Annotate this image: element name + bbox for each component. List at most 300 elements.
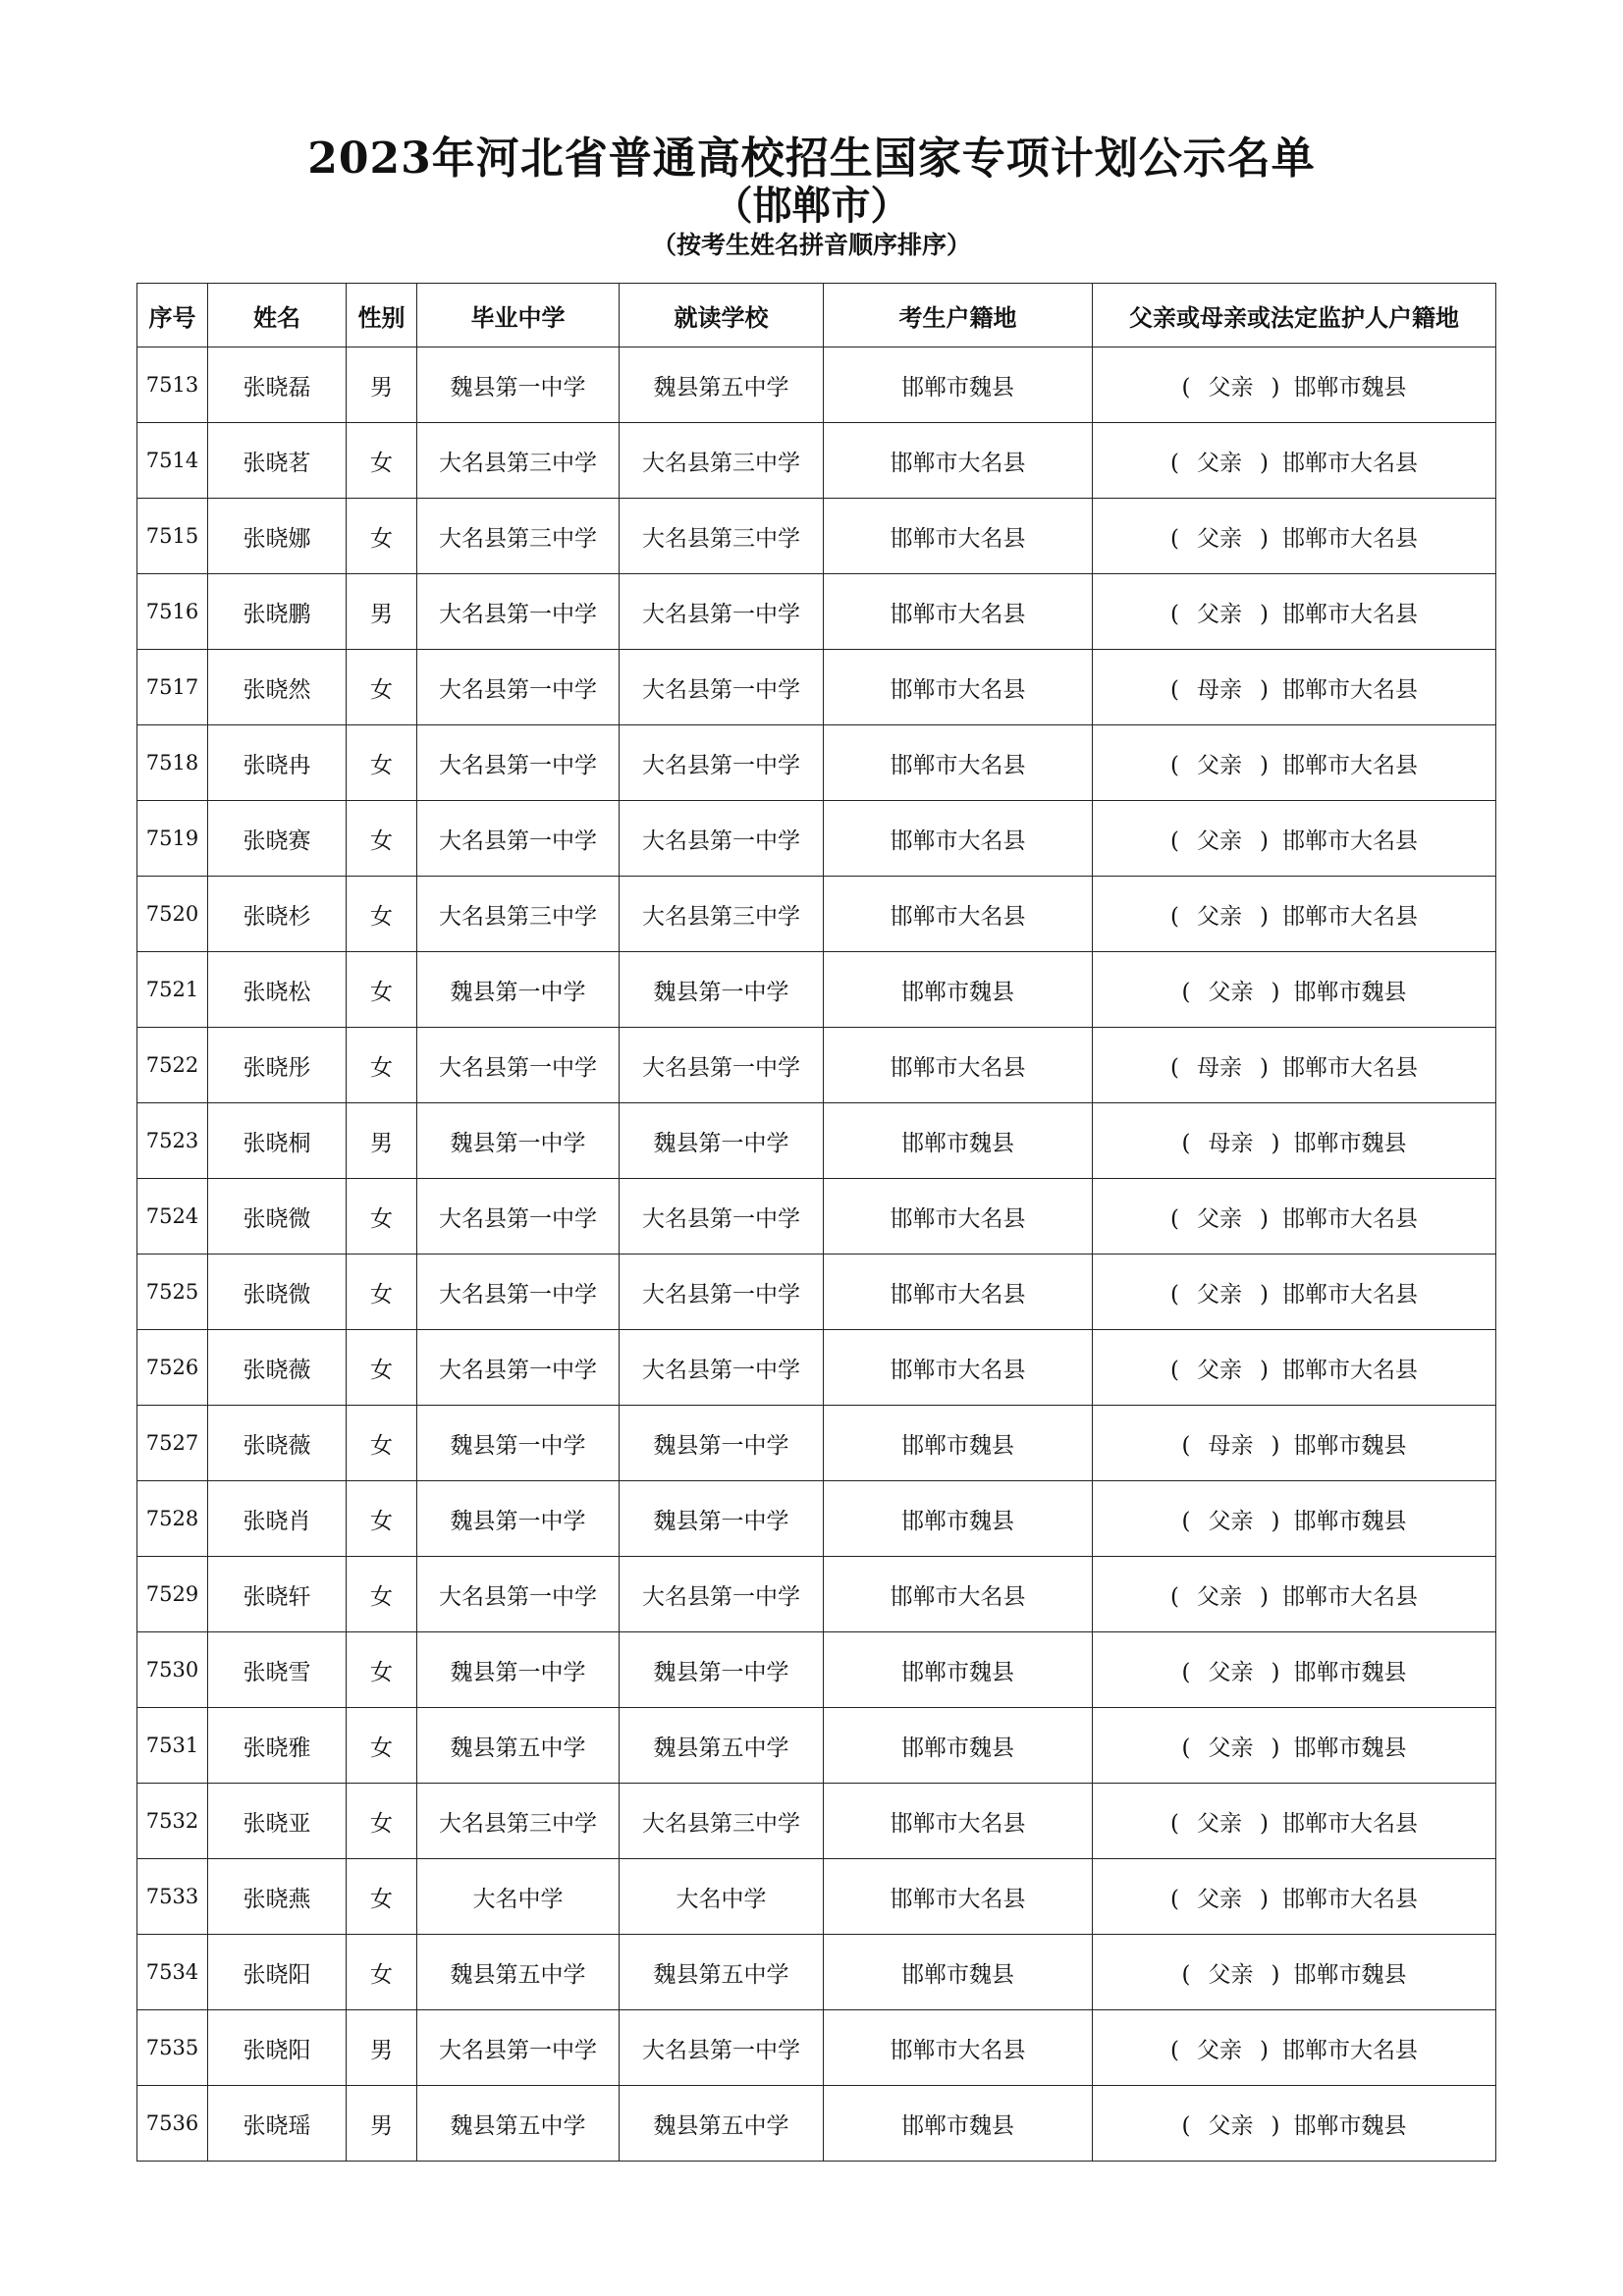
guardian-paren-open: ( (1170, 1886, 1179, 1912)
cell-graduation-school: 魏县第一中学 (417, 347, 620, 423)
cell-graduation-school: 大名县第一中学 (417, 1557, 620, 1632)
cell-gender: 女 (347, 801, 417, 877)
guardian-paren-close: ) (1260, 1281, 1269, 1308)
cell-guardian-residence (1093, 1632, 1496, 1708)
guardian-residence: 邯郸市大名县 (1281, 1583, 1418, 1610)
table-row (137, 1557, 1496, 1632)
cell-current-school: 魏县第五中学 (620, 1708, 824, 1784)
guardian-paren-close: ) (1271, 374, 1280, 400)
guardian-paren-open: ( (1170, 676, 1179, 703)
cell-guardian-residence (1093, 1330, 1496, 1406)
cell-guardian-residence (1093, 347, 1496, 423)
guardian-residence: 邯郸市大名县 (1281, 601, 1418, 627)
guardian-residence: 邯郸市大名县 (1281, 525, 1418, 552)
cell-gender: 女 (347, 1481, 417, 1557)
table-header-row (137, 284, 1496, 347)
cell-guardian-residence (1093, 1557, 1496, 1632)
header-serial-no: 序号 (137, 284, 208, 347)
guardian-paren-open: ( (1181, 1130, 1191, 1156)
cell-serial-no: 7521 (137, 952, 208, 1028)
cell-serial-no: 7518 (137, 725, 208, 801)
guardian-relation: 母亲 (1208, 1432, 1254, 1459)
table-row (137, 1330, 1496, 1406)
cell-guardian-residence (1093, 2010, 1496, 2086)
guardian-relation: 母亲 (1197, 676, 1242, 703)
cell-student-residence: 邯郸市大名县 (824, 801, 1093, 877)
page-title: 2023年河北省普通高校招生国家专项计划公示名单 (307, 133, 1316, 184)
cell-current-school: 大名县第三中学 (620, 423, 824, 499)
cell-guardian-residence (1093, 1935, 1496, 2010)
cell-current-school: 大名中学 (620, 1859, 824, 1935)
cell-serial-no: 7536 (137, 2086, 208, 2162)
cell-name: 张晓然 (208, 650, 347, 725)
table-row (137, 1255, 1496, 1330)
cell-student-residence: 邯郸市大名县 (824, 574, 1093, 650)
guardian-paren-close: ) (1271, 1961, 1280, 1988)
roster-table (136, 283, 1496, 2162)
cell-serial-no: 7532 (137, 1784, 208, 1859)
guardian-paren-close: ) (1260, 828, 1269, 854)
cell-guardian-residence (1093, 650, 1496, 725)
guardian-residence: 邯郸市大名县 (1281, 676, 1418, 703)
guardian-relation: 父亲 (1208, 1961, 1254, 1988)
guardian-paren-open: ( (1170, 1583, 1179, 1610)
cell-graduation-school: 大名县第三中学 (417, 423, 620, 499)
cell-name: 张晓燕 (208, 1859, 347, 1935)
cell-serial-no: 7531 (137, 1708, 208, 1784)
cell-current-school: 大名县第一中学 (620, 574, 824, 650)
cell-graduation-school: 大名县第一中学 (417, 1255, 620, 1330)
sort-note: （按考生姓名拼音顺序排序） (651, 231, 971, 259)
guardian-paren-close: ) (1260, 2037, 1269, 2063)
cell-name: 张晓亚 (208, 1784, 347, 1859)
cell-student-residence: 邯郸市大名县 (824, 1557, 1093, 1632)
table-row (137, 1935, 1496, 2010)
cell-serial-no: 7527 (137, 1406, 208, 1481)
cell-student-residence: 邯郸市魏县 (824, 347, 1093, 423)
guardian-paren-open: ( (1170, 828, 1179, 854)
guardian-paren-open: ( (1170, 1205, 1179, 1232)
guardian-paren-open: ( (1170, 1357, 1179, 1383)
guardian-relation: 父亲 (1208, 1659, 1254, 1685)
guardian-paren-open: ( (1181, 1432, 1191, 1459)
cell-graduation-school: 魏县第一中学 (417, 1632, 620, 1708)
cell-guardian-residence (1093, 1406, 1496, 1481)
cell-gender: 女 (347, 1179, 417, 1255)
cell-name: 张晓肖 (208, 1481, 347, 1557)
cell-current-school: 大名县第一中学 (620, 801, 824, 877)
cell-name: 张晓磊 (208, 347, 347, 423)
guardian-residence: 邯郸市魏县 (1293, 374, 1407, 400)
guardian-relation: 父亲 (1197, 525, 1242, 552)
guardian-residence: 邯郸市大名县 (1281, 1205, 1418, 1232)
guardian-paren-close: ) (1260, 1205, 1269, 1232)
cell-guardian-residence (1093, 1103, 1496, 1179)
header-name: 姓名 (208, 284, 347, 347)
cell-name: 张晓微 (208, 1179, 347, 1255)
cell-current-school: 魏县第五中学 (620, 347, 824, 423)
guardian-paren-close: ) (1260, 1583, 1269, 1610)
cell-gender: 女 (347, 725, 417, 801)
cell-guardian-residence (1093, 952, 1496, 1028)
cell-student-residence: 邯郸市魏县 (824, 1632, 1093, 1708)
cell-current-school: 大名县第一中学 (620, 1330, 824, 1406)
cell-guardian-residence (1093, 1255, 1496, 1330)
cell-name: 张晓桐 (208, 1103, 347, 1179)
table-row (137, 1406, 1496, 1481)
table-row (137, 1028, 1496, 1103)
guardian-paren-open: ( (1181, 1961, 1191, 1988)
cell-name: 张晓阳 (208, 1935, 347, 2010)
guardian-paren-open: ( (1170, 450, 1179, 476)
cell-student-residence: 邯郸市大名县 (824, 725, 1093, 801)
cell-current-school: 大名县第一中学 (620, 1255, 824, 1330)
cell-graduation-school: 魏县第一中学 (417, 1103, 620, 1179)
page-subtitle: （邯郸市） (713, 183, 910, 229)
cell-graduation-school: 魏县第五中学 (417, 1708, 620, 1784)
table-row (137, 650, 1496, 725)
cell-current-school: 大名县第一中学 (620, 650, 824, 725)
guardian-paren-open: ( (1181, 1508, 1191, 1534)
guardian-residence: 邯郸市大名县 (1281, 2037, 1418, 2063)
cell-student-residence: 邯郸市大名县 (824, 1330, 1093, 1406)
header-student-residence: 考生户籍地 (824, 284, 1093, 347)
cell-graduation-school: 大名县第三中学 (417, 1784, 620, 1859)
cell-current-school: 魏县第一中学 (620, 1632, 824, 1708)
guardian-residence: 邯郸市大名县 (1281, 903, 1418, 930)
cell-name: 张晓瑶 (208, 2086, 347, 2162)
cell-graduation-school: 大名县第一中学 (417, 1330, 620, 1406)
guardian-paren-open: ( (1170, 2037, 1179, 2063)
guardian-paren-open: ( (1181, 1659, 1191, 1685)
cell-graduation-school: 大名县第一中学 (417, 650, 620, 725)
cell-name: 张晓彤 (208, 1028, 347, 1103)
guardian-paren-close: ) (1260, 601, 1269, 627)
cell-current-school: 魏县第一中学 (620, 1406, 824, 1481)
cell-name: 张晓茗 (208, 423, 347, 499)
cell-gender: 女 (347, 1632, 417, 1708)
cell-student-residence: 邯郸市大名县 (824, 1028, 1093, 1103)
table-body (137, 347, 1496, 2162)
cell-name: 张晓赛 (208, 801, 347, 877)
cell-graduation-school: 魏县第五中学 (417, 2086, 620, 2162)
table-row (137, 1859, 1496, 1935)
cell-serial-no: 7526 (137, 1330, 208, 1406)
cell-gender: 女 (347, 1708, 417, 1784)
cell-current-school: 魏县第一中学 (620, 1481, 824, 1557)
guardian-residence: 邯郸市魏县 (1293, 979, 1407, 1005)
guardian-paren-close: ) (1260, 903, 1269, 930)
cell-serial-no: 7528 (137, 1481, 208, 1557)
guardian-residence: 邯郸市大名县 (1281, 1054, 1418, 1081)
guardian-relation: 父亲 (1197, 1281, 1242, 1308)
guardian-relation: 母亲 (1208, 1130, 1254, 1156)
guardian-residence: 邯郸市魏县 (1293, 1508, 1407, 1534)
guardian-relation: 父亲 (1197, 903, 1242, 930)
header-graduation-school: 毕业中学 (417, 284, 620, 347)
cell-serial-no: 7515 (137, 499, 208, 574)
cell-gender: 女 (347, 1784, 417, 1859)
cell-name: 张晓阳 (208, 2010, 347, 2086)
guardian-residence: 邯郸市魏县 (1293, 1659, 1407, 1685)
cell-graduation-school: 大名县第一中学 (417, 2010, 620, 2086)
guardian-residence: 邯郸市大名县 (1281, 828, 1418, 854)
cell-serial-no: 7514 (137, 423, 208, 499)
guardian-paren-open: ( (1170, 525, 1179, 552)
cell-name: 张晓薇 (208, 1330, 347, 1406)
cell-name: 张晓杉 (208, 877, 347, 952)
cell-serial-no: 7533 (137, 1859, 208, 1935)
guardian-paren-open: ( (1181, 979, 1191, 1005)
cell-gender: 女 (347, 650, 417, 725)
guardian-paren-open: ( (1181, 374, 1191, 400)
cell-student-residence: 邯郸市魏县 (824, 952, 1093, 1028)
cell-student-residence: 邯郸市魏县 (824, 2086, 1093, 2162)
cell-student-residence: 邯郸市大名县 (824, 499, 1093, 574)
guardian-residence: 邯郸市大名县 (1281, 752, 1418, 778)
table-row (137, 952, 1496, 1028)
guardian-relation: 父亲 (1208, 2112, 1254, 2139)
header-current-school: 就读学校 (620, 284, 824, 347)
guardian-residence: 邯郸市大名县 (1281, 1357, 1418, 1383)
cell-graduation-school: 魏县第一中学 (417, 1406, 620, 1481)
cell-serial-no: 7516 (137, 574, 208, 650)
cell-serial-no: 7525 (137, 1255, 208, 1330)
cell-guardian-residence (1093, 1859, 1496, 1935)
cell-student-residence: 邯郸市大名县 (824, 877, 1093, 952)
guardian-relation: 父亲 (1208, 1735, 1254, 1761)
table-row (137, 347, 1496, 423)
cell-name: 张晓薇 (208, 1406, 347, 1481)
table-row (137, 1179, 1496, 1255)
cell-current-school: 大名县第三中学 (620, 1784, 824, 1859)
cell-graduation-school: 大名县第一中学 (417, 574, 620, 650)
guardian-paren-open: ( (1170, 752, 1179, 778)
table-row (137, 499, 1496, 574)
cell-guardian-residence (1093, 725, 1496, 801)
cell-graduation-school: 大名县第三中学 (417, 499, 620, 574)
guardian-residence: 邯郸市大名县 (1281, 1810, 1418, 1837)
cell-current-school: 魏县第一中学 (620, 952, 824, 1028)
cell-name: 张晓轩 (208, 1557, 347, 1632)
cell-name: 张晓娜 (208, 499, 347, 574)
cell-guardian-residence (1093, 499, 1496, 574)
cell-guardian-residence (1093, 1179, 1496, 1255)
cell-graduation-school: 大名县第一中学 (417, 725, 620, 801)
guardian-paren-open: ( (1181, 1735, 1191, 1761)
cell-serial-no: 7524 (137, 1179, 208, 1255)
guardian-paren-open: ( (1170, 1054, 1179, 1081)
cell-student-residence: 邯郸市大名县 (824, 1859, 1093, 1935)
cell-graduation-school: 大名中学 (417, 1859, 620, 1935)
guardian-paren-close: ) (1271, 1659, 1280, 1685)
table-row (137, 1708, 1496, 1784)
guardian-relation: 父亲 (1208, 374, 1254, 400)
cell-gender: 男 (347, 2010, 417, 2086)
guardian-relation: 父亲 (1197, 752, 1242, 778)
cell-current-school: 大名县第一中学 (620, 725, 824, 801)
cell-gender: 女 (347, 499, 417, 574)
guardian-relation: 父亲 (1208, 1508, 1254, 1534)
guardian-paren-close: ) (1260, 752, 1269, 778)
cell-graduation-school: 大名县第三中学 (417, 877, 620, 952)
cell-current-school: 大名县第三中学 (620, 877, 824, 952)
guardian-paren-close: ) (1260, 1054, 1269, 1081)
cell-student-residence: 邯郸市大名县 (824, 1784, 1093, 1859)
cell-serial-no: 7517 (137, 650, 208, 725)
cell-current-school: 大名县第一中学 (620, 1557, 824, 1632)
table-row (137, 725, 1496, 801)
cell-graduation-school: 大名县第一中学 (417, 801, 620, 877)
cell-serial-no: 7534 (137, 1935, 208, 2010)
cell-name: 张晓冉 (208, 725, 347, 801)
cell-student-residence: 邯郸市大名县 (824, 2010, 1093, 2086)
guardian-relation: 父亲 (1197, 450, 1242, 476)
guardian-paren-close: ) (1271, 979, 1280, 1005)
cell-serial-no: 7535 (137, 2010, 208, 2086)
cell-guardian-residence (1093, 2086, 1496, 2162)
cell-name: 张晓松 (208, 952, 347, 1028)
guardian-residence: 邯郸市魏县 (1293, 1130, 1407, 1156)
table-row (137, 1632, 1496, 1708)
guardian-paren-open: ( (1181, 2112, 1191, 2139)
header-guardian-residence: 父亲或母亲或法定监护人户籍地 (1093, 284, 1496, 347)
guardian-relation: 父亲 (1197, 2037, 1242, 2063)
cell-student-residence: 邯郸市大名县 (824, 423, 1093, 499)
guardian-paren-close: ) (1271, 1508, 1280, 1534)
cell-current-school: 魏县第五中学 (620, 1935, 824, 2010)
cell-gender: 男 (347, 574, 417, 650)
cell-current-school: 魏县第五中学 (620, 2086, 824, 2162)
cell-gender: 女 (347, 1255, 417, 1330)
cell-current-school: 大名县第一中学 (620, 1028, 824, 1103)
cell-name: 张晓微 (208, 1255, 347, 1330)
cell-student-residence: 邯郸市魏县 (824, 1935, 1093, 2010)
guardian-relation: 父亲 (1197, 1810, 1242, 1837)
cell-current-school: 大名县第一中学 (620, 2010, 824, 2086)
cell-serial-no: 7522 (137, 1028, 208, 1103)
cell-graduation-school: 大名县第一中学 (417, 1179, 620, 1255)
cell-student-residence: 邯郸市魏县 (824, 1406, 1093, 1481)
cell-student-residence: 邯郸市大名县 (824, 650, 1093, 725)
cell-current-school: 大名县第三中学 (620, 499, 824, 574)
guardian-relation: 父亲 (1197, 1357, 1242, 1383)
cell-guardian-residence (1093, 574, 1496, 650)
cell-serial-no: 7519 (137, 801, 208, 877)
guardian-relation: 父亲 (1208, 979, 1254, 1005)
cell-guardian-residence (1093, 1481, 1496, 1557)
cell-student-residence: 邯郸市大名县 (824, 1179, 1093, 1255)
guardian-paren-close: ) (1271, 2112, 1280, 2139)
guardian-relation: 父亲 (1197, 828, 1242, 854)
guardian-residence: 邯郸市魏县 (1293, 1432, 1407, 1459)
guardian-relation: 母亲 (1197, 1054, 1242, 1081)
cell-gender: 女 (347, 1859, 417, 1935)
cell-serial-no: 7529 (137, 1557, 208, 1632)
cell-gender: 女 (347, 1935, 417, 2010)
guardian-relation: 父亲 (1197, 601, 1242, 627)
guardian-paren-close: ) (1260, 525, 1269, 552)
guardian-paren-open: ( (1170, 1281, 1179, 1308)
cell-serial-no: 7523 (137, 1103, 208, 1179)
table-row (137, 877, 1496, 952)
cell-guardian-residence (1093, 1028, 1496, 1103)
cell-gender: 女 (347, 1406, 417, 1481)
cell-name: 张晓雪 (208, 1632, 347, 1708)
cell-current-school: 大名县第一中学 (620, 1179, 824, 1255)
guardian-residence: 邯郸市大名县 (1281, 1281, 1418, 1308)
cell-serial-no: 7513 (137, 347, 208, 423)
cell-graduation-school: 大名县第一中学 (417, 1028, 620, 1103)
cell-gender: 男 (347, 1103, 417, 1179)
guardian-residence: 邯郸市魏县 (1293, 1961, 1407, 1988)
guardian-relation: 父亲 (1197, 1886, 1242, 1912)
guardian-paren-close: ) (1271, 1130, 1280, 1156)
guardian-residence: 邯郸市魏县 (1293, 1735, 1407, 1761)
cell-gender: 女 (347, 877, 417, 952)
cell-student-residence: 邯郸市魏县 (824, 1708, 1093, 1784)
cell-guardian-residence (1093, 423, 1496, 499)
table-row (137, 801, 1496, 877)
guardian-paren-close: ) (1260, 1886, 1269, 1912)
cell-guardian-residence (1093, 1708, 1496, 1784)
header-gender: 性别 (347, 284, 417, 347)
table-row (137, 1481, 1496, 1557)
guardian-residence: 邯郸市魏县 (1293, 2112, 1407, 2139)
table-row (137, 2010, 1496, 2086)
guardian-residence: 邯郸市大名县 (1281, 450, 1418, 476)
guardian-paren-close: ) (1271, 1735, 1280, 1761)
guardian-paren-close: ) (1260, 1810, 1269, 1837)
cell-gender: 女 (347, 423, 417, 499)
guardian-paren-close: ) (1260, 1357, 1269, 1383)
cell-name: 张晓鹏 (208, 574, 347, 650)
cell-serial-no: 7530 (137, 1632, 208, 1708)
cell-gender: 女 (347, 1028, 417, 1103)
guardian-paren-open: ( (1170, 1810, 1179, 1837)
cell-gender: 女 (347, 1557, 417, 1632)
cell-gender: 女 (347, 1330, 417, 1406)
guardian-paren-close: ) (1260, 450, 1269, 476)
cell-guardian-residence (1093, 801, 1496, 877)
cell-graduation-school: 魏县第一中学 (417, 952, 620, 1028)
cell-graduation-school: 魏县第五中学 (417, 1935, 620, 2010)
table-row (137, 423, 1496, 499)
guardian-paren-open: ( (1170, 601, 1179, 627)
cell-student-residence: 邯郸市大名县 (824, 1255, 1093, 1330)
guardian-paren-close: ) (1260, 676, 1269, 703)
guardian-relation: 父亲 (1197, 1205, 1242, 1232)
cell-gender: 女 (347, 952, 417, 1028)
cell-graduation-school: 魏县第一中学 (417, 1481, 620, 1557)
cell-student-residence: 邯郸市魏县 (824, 1103, 1093, 1179)
cell-serial-no: 7520 (137, 877, 208, 952)
table-row (137, 1103, 1496, 1179)
cell-gender: 男 (347, 2086, 417, 2162)
guardian-relation: 父亲 (1197, 1583, 1242, 1610)
table-row (137, 574, 1496, 650)
table-row (137, 1784, 1496, 1859)
cell-name: 张晓雅 (208, 1708, 347, 1784)
cell-student-residence: 邯郸市魏县 (824, 1481, 1093, 1557)
cell-guardian-residence (1093, 1784, 1496, 1859)
table-row (137, 2086, 1496, 2162)
guardian-paren-close: ) (1271, 1432, 1280, 1459)
guardian-paren-open: ( (1170, 903, 1179, 930)
cell-current-school: 魏县第一中学 (620, 1103, 824, 1179)
cell-gender: 男 (347, 347, 417, 423)
guardian-residence: 邯郸市大名县 (1281, 1886, 1418, 1912)
